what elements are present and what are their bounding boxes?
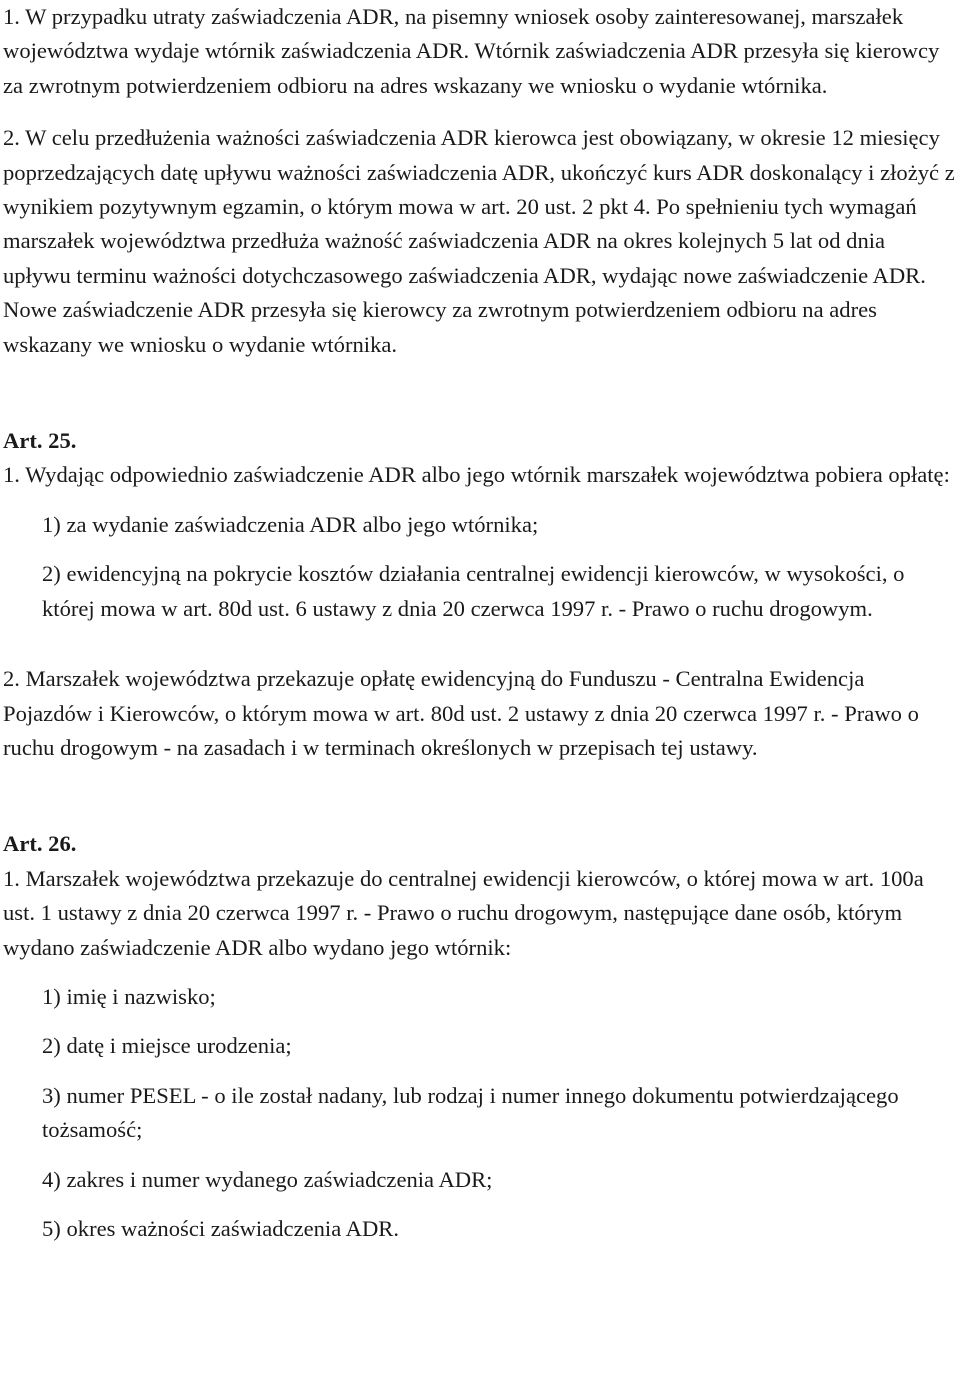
art24-paragraph-2: 2. W celu przedłużenia ważności zaświadczenia ADR kierowca jest obowiązany, w okresie 12 miesięcy poprzedzających datę upływu ważności zaświadczenia ADR, ukończyć kurs ADR doskonalący i złożyć z wynikiem pozytywnym egzamin, o którym mowa w art. 20 ust. 2 pkt 4. Po spełnieniu tych wymagań marszałek województwa przedłuża ważność zaświadczenia ADR na okres kolejnych 5 lat od dnia upływu terminu ważności dotychczasowego zaświadczenia ADR, wydając nowe zaświadczenie ADR. Nowe zaświadczenie ADR przesyła się kierowcy za zwrotnym potwierdzeniem odbioru na adres wskazany we wniosku o wydanie wtórnika. [3,125,955,357]
art25-item-2: 2) ewidencyjną na pokrycie kosztów działania centralnej ewidencji kierowców, w wysokości, o której mowa w art. 80d ust. 6 ustawy z dnia 20 czerwca 1997 r. - Prawo o ruchu drogowym. [42,561,905,621]
art26-item-4: 4) zakres i numer wydanego zaświadczenia ADR; [42,1166,493,1192]
art24-paragraph-1: 1. W przypadku utraty zaświadczenia ADR, na pisemny wniosek osoby zainteresowanej, marszałek województwa wydaje wtórnik zaświadczenia ADR. Wtórnik zaświadczenia ADR przesyła się kierowcy za zwrotnym potwierdzeniem odbioru na adres wskazany we wniosku o wydanie wtórnika. [3,4,940,98]
art25-heading: Art. 25. [3,428,77,454]
art25-paragraph-1: 1. Wydając odpowiednio zaświadczenie ADR albo jego wtórnik marszałek województwa pobiera opłatę: [3,462,950,488]
art25-item-1: 1) za wydanie zaświadczenia ADR albo jego wtórnika; [42,511,539,537]
art26-item-5: 5) okres ważności zaświadczenia ADR. [42,1215,399,1241]
art26-paragraph-1: 1. Marszałek województwa przekazuje do centralnej ewidencji kierowców, o której mowa w art. 100a ust. 1 ustawy z dnia 20 czerwca 1997 r. - Prawo o ruchu drogowym, następujące dane osób, którym wydano zaświadczenie ADR albo wydano jego wtórnik: [3,865,924,960]
art25-paragraph-2: 2. Marszałek województwa przekazuje opłatę ewidencyjną do Funduszu - Centralna Ewidencja Pojazdów i Kierowców, o którym mowa w art. 80d ust. 2 ustawy z dnia 20 czerwca 1997 r. - Prawo o ruchu drogowym - na zasadach i w terminach określonych w przepisach tej ustawy. [3,666,919,760]
document-page [3,0,958,1246]
art26-item-2: 2) datę i miejsce urodzenia; [42,1033,292,1059]
art26-item-3: 3) numer PESEL - o ile został nadany, lub rodzaj i numer innego dokumentu potwierdzającego tożsamość; [42,1082,899,1143]
art26-heading: Art. 26. [3,831,77,857]
art26-item-1: 1) imię i nazwisko; [42,983,216,1009]
